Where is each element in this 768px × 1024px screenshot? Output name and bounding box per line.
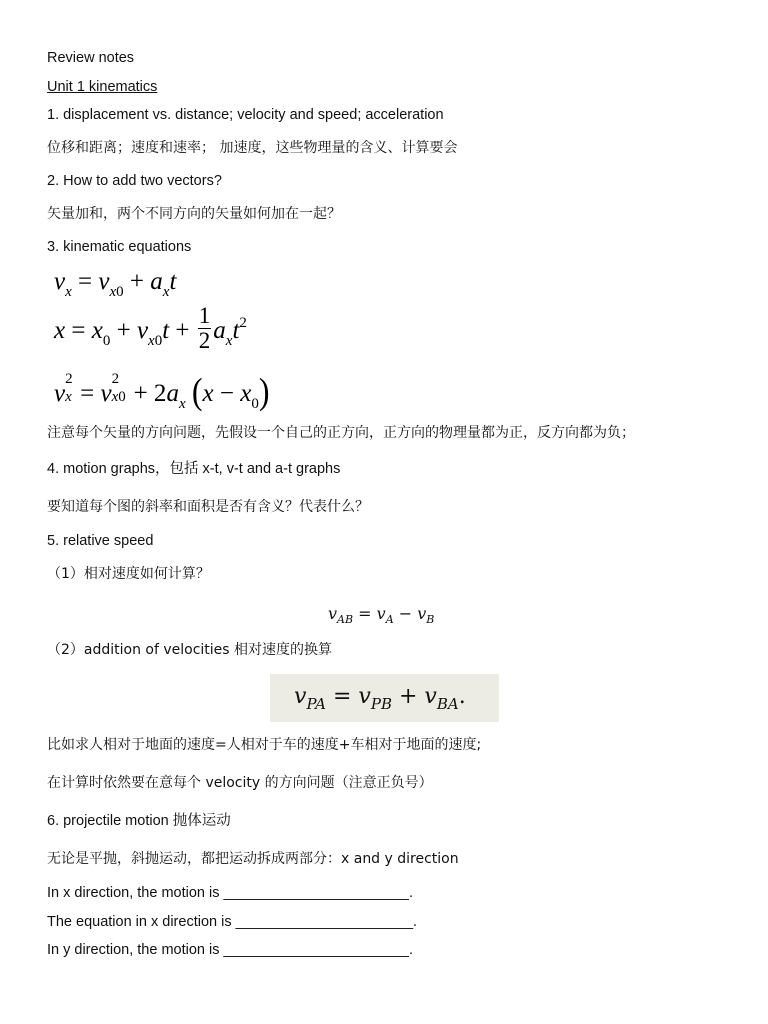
fill-in-line-1: In x direction, the motion is _______________________. <box>47 885 414 901</box>
item-1: 1. displacement vs. distance; velocity and speed; acceleration <box>47 107 444 123</box>
item-5-chinese-2: 在计算时依然要在意每个 velocity 的方向问题（注意正负号） <box>47 775 433 791</box>
item-5-chinese-1: 比如求人相对于地面的速度=人相对于车的速度+车相对于地面的速度; <box>47 737 482 753</box>
item-4-chinese: 要知道每个图的斜率和面积是否有含义？代表什么？ <box>47 499 369 515</box>
fill-in-line-2: The equation in x direction is ______________________. <box>47 914 418 930</box>
unit-title: Unit 1 kinematics <box>47 79 158 95</box>
item-1-chinese: 位移和距离；速度和速率； 加速度，这些物理量的含义、计算要会 <box>47 140 458 156</box>
item-2-chinese: 矢量加和，两个不同方向的矢量如何加在一起？ <box>47 206 341 222</box>
item-5: 5. relative speed <box>47 533 154 549</box>
item-4: 4. motion graphs，包括 x-t, v-t and a-t graphs <box>47 461 341 477</box>
item-5-1: （1）相对速度如何计算？ <box>47 566 210 582</box>
item-6-chinese: 无论是平抛，斜抛运动，都把运动拆成两部分：x and y direction <box>47 851 459 867</box>
item-6: 6. projectile motion 抛体运动 <box>47 813 231 829</box>
kinematic-equation-3: v 2 x = v 2 x0 + $2a_x$ $(x - x_0)$ <box>54 370 270 412</box>
kinematic-equation-1: $v_x = v_{x0} + a_xt$ <box>54 268 177 300</box>
item-3-chinese: 注意每个矢量的方向问题，先假设一个自己的正方向，正方向的物理量都为正，反方向都为负； <box>47 425 635 441</box>
velocity-addition-equation: $v_{PA} = v_{PB} + v_{BA}$. <box>294 684 466 713</box>
review-heading: Review notes <box>47 50 135 66</box>
item-5-2: （2）addition of velocities 相对速度的换算 <box>47 642 333 658</box>
kinematic-equation-2: $x = x_0 + v_{x0}t$ + $\frac{1}{2}$ $a_xt^2$ <box>54 303 247 353</box>
fill-in-line-3: In y direction, the motion is _______________________. <box>47 942 414 958</box>
item-3: 3. kinematic equations <box>47 239 192 255</box>
item-2: 2. How to add two vectors? <box>47 173 222 189</box>
relative-velocity-equation: $v_{AB} = v_A - v_B$ <box>328 604 435 626</box>
